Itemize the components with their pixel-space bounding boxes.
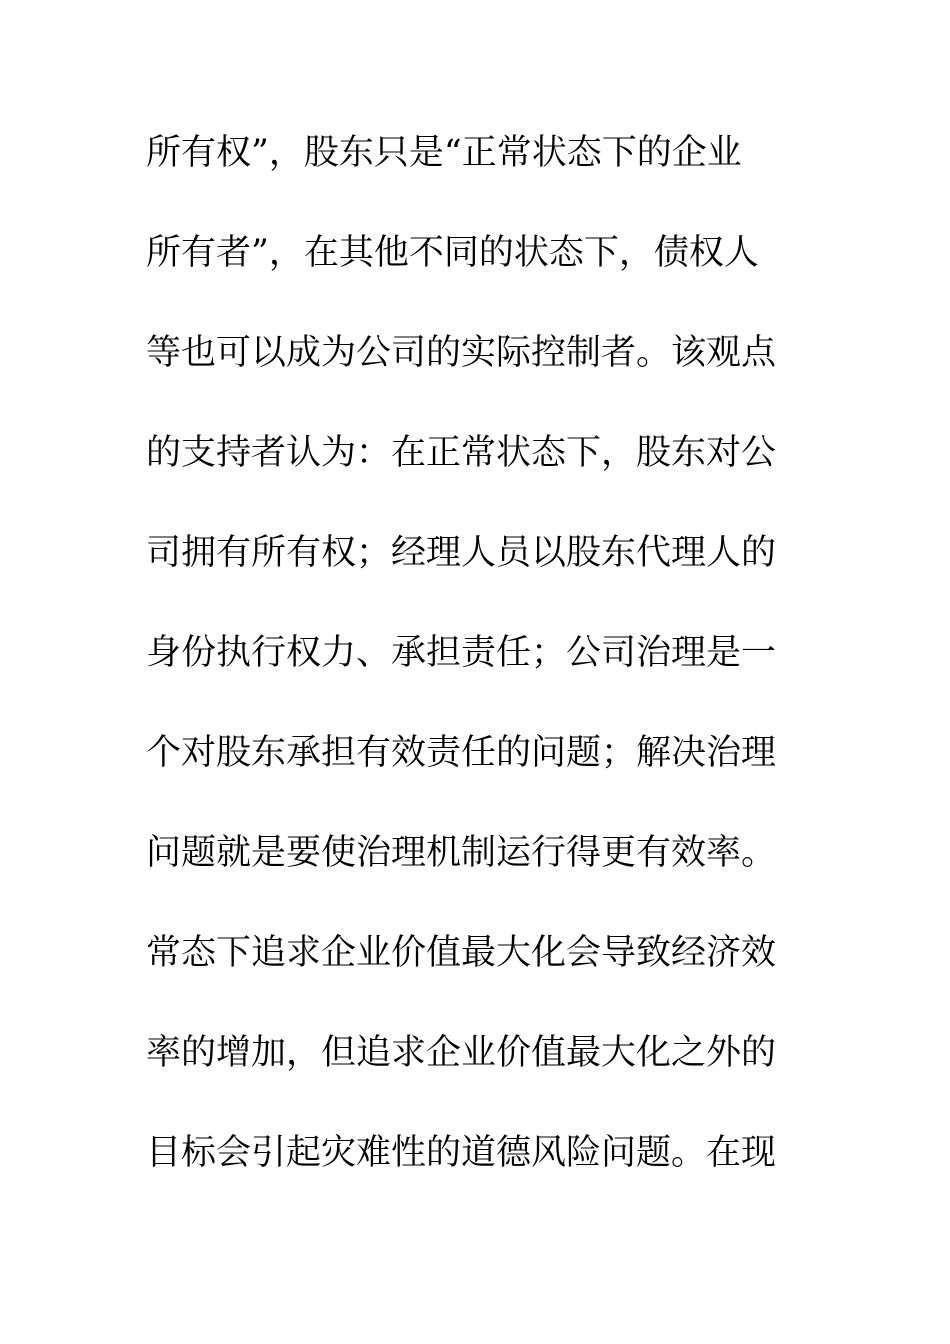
text-line: 身份执行权力、承担责任；公司治理是一	[146, 633, 777, 673]
text-line: 司拥有所有权；经理人员以股东代理人的	[146, 533, 777, 573]
text-line: 目标会引起灾难性的道德风险问题。在现	[146, 1133, 777, 1173]
text-line: 等也可以成为公司的实际控制者。该观点	[146, 333, 777, 373]
text-line: 问题就是要使治理机制运行得更有效率。	[146, 833, 777, 873]
text-line: 所有权”，股东只是“正常状态下的企业	[146, 133, 742, 173]
text-line: 率的增加，但追求企业价值最大化之外的	[146, 1033, 777, 1073]
text-line: 所有者”，在其他不同的状态下，债权人	[146, 233, 759, 273]
text-line: 的支持者认为：在正常状态下，股东对公	[146, 433, 777, 473]
text-line: 常态下追求企业价值最大化会导致经济效	[146, 933, 777, 973]
body-text	[146, 124, 786, 1224]
text-line: 个对股东承担有效责任的问题；解决治理	[146, 733, 777, 773]
